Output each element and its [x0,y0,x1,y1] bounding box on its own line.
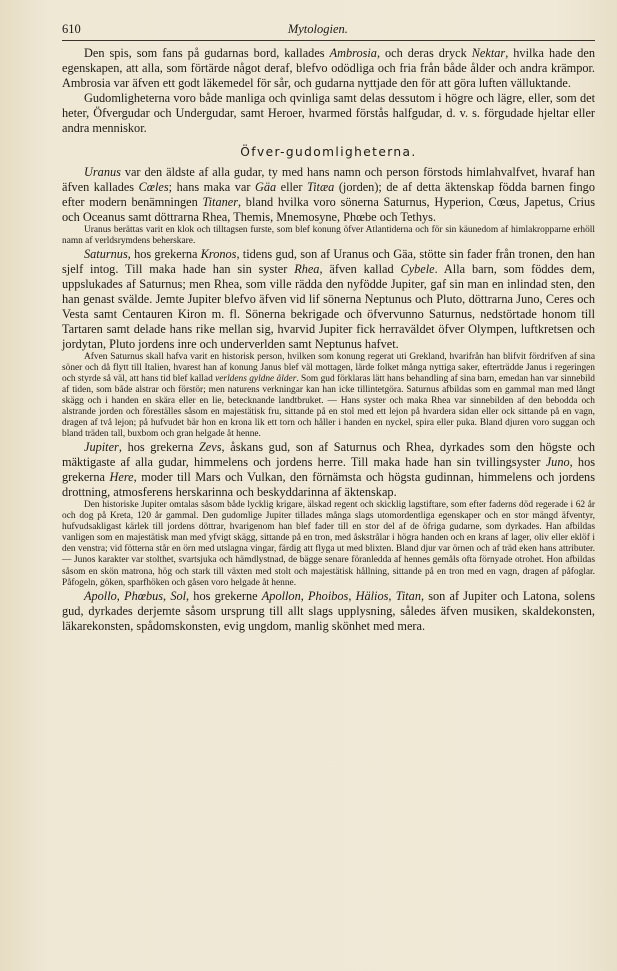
italic-term: Uranus [84,165,121,180]
italic-term: Gäa [254,180,277,195]
italic-term: Phoibos [308,588,349,603]
italic-term: Saturnus [84,247,128,262]
italic-term: Apollo [84,588,117,603]
note-paragraph: Den historiske Jupiter omtalas såsom både lycklig krigare, älskad regent och skicklig lagstiftare, som efter faderns död regerade i 62 år och dog på Kreta, 120 år gammal. Den gudomlige Jupiter tillades många slags utomordentliga egenskaper och en stor mängd äfventyr, hufvudsakligast kärlek till jordens döttrar, hvarigenom han blef fader till en stor del af de öfriga gudarne, som dyrkades. Han afbildas vanligen som en majestätisk man med yfvigt skägg, sittande på en tron, med åskstrålar i högra handen och en krans af lager, oliv eller eklöf i den venstra; vid fötterna står en örn med utslagna vingar, färdig att flyga ut med blixten. Bland djur var örnen och af träd eken hans attributer. — Junos karakter var stolthet, svartsjuka och hämdlystnad, de bägge senare föranledda af hennes gemåls ofta förnyade otrohet. Hon afbildas såsom en skön matrona, hög och stark till växten med stolt och majestätisk hållning, sittande på en tron med en vagn, dragen af påfoglar. Påfogeln, göken, sparfhöken och gåsen voro helgade åt henne. [62,499,595,588]
italic-term: Zevs [198,440,222,455]
body-paragraph: Apollo, Phœbus, Sol, hos grekerne Apollon, Phoibos, Hälios, Titan, son af Jupiter och Latona, solens gud, dyrkades derjemte såsom ursprung till allt slags upplysning, således äfven musiken, skaldekonsten, läkarekonsten, spådomskonsten, evig ungdom, manlig skönhet med mera. [62,588,596,633]
italic-term: Sol [170,588,187,603]
italic-term: Hälios [355,588,389,603]
italic-term: Titæa [306,180,335,195]
italic-term: Titaner [202,195,239,210]
italic-term: Jupiter [84,440,119,455]
italic-term: Titan [395,588,421,603]
italic-term: Apollon [261,588,301,603]
italic-term: Nektar [471,46,506,60]
running-title: Mytologien. [287,22,348,36]
body-paragraph: Jupiter, hos grekerna Zevs, åskans gud, son af Saturnus och Rhea, dyrkades som den högste och mäktigaste af alla gudar, himmelens och jordens herre. Till maka hade han sin tvillingsyster Juno, hos grekerna Here, moder till Mars och Vulkan, den förnämsta och högsta gudinnan, himmelens och jordens drottning, atmosferens herskarinna och beskyddarinna af äktenskap. [62,440,595,500]
section-heading: Öfver-gudomligheterna. [240,145,417,160]
italic-term: Here [109,470,134,485]
intro-paragraph-1: Den spis, som fans på gudarnas bord, kallades Ambrosia, och deras dryck Nektar, hvilka hade den egenskapen, att alla, som förtärde något deraf, blefvo odödliga och fria från både ålder och andra krämpor. Ambrosia var äfven ett godt läkemedel för sår, och gudarna nyttjade den för att göra luften välluktande. [62,46,595,90]
intro-paragraph-2: Gudomligheterna voro både manliga och qvinliga samt delas dessutom i högre och lägre, eller, som det heter, Öfvergudar och Undergudar, samt Heroer, hvarmed förstås halfgudar, d. v. s. förgudade hjeltar eller andra menniskor. [62,90,595,135]
italic-term: Ambrosia [329,46,377,60]
page-number: 610 [62,22,81,36]
italic-term: Phœbus [124,588,164,603]
italic-term: Cybele [400,262,435,277]
italic-term: verldens gyldne ålder [215,373,297,384]
body-paragraph: Saturnus, hos grekerna Kronos, tidens gud, son af Uranus och Gäa, stötte sin fader från tronen, den han sjelf intog. Till maka hade han sin syster Rhea, äfven kallad Cybele. Alla barn, som föddes dem, uppslukades af Saturnus; men Rhea, som ville rädda den nyfödde Jupiter, gaf sin man en inlindad sten, den han genast svälde. Jemte Jupiter blefvo äfven vid lif sönerna Neptunus och Pluto, döttrarna Juno, Ceres och Vesta samt Centauren Kiron m. fl. Sönerna bekrigade och öfvervunno Saturnus, nedstörtade honom till Tartaren samt delade hans rike mellan sig, hvarvid Jupiter fick herraväldet öfver Olympen, luftkretsen och jordytan, Pluto jordens inre och underverlden samt Neptunus hafvet. [62,247,595,351]
note-paragraph: Afven Saturnus skall hafva varit en historisk person, hvilken som konung regerat uti Grekland, hvarifrån han blifvit fördrifven af sina söner och då flytt till Italien, hvarest han af konung Janus blef väl mottagen, lärde folket många nyttiga saker, efterträdde Janus i regeringen och styrde så väl, att hans tid blef kallad verldens gyldne ålder. Som gud förklaras lätt hans behandling af sina barn, emedan han var sinnebild af tiden, som både alstrar och förstör; men naturens verkningar kan han icke tillintetgöra. Saturnus afbildas som en gammal man med långt skägg och i handen en skära eller en lie, betecknande landtbruket. — Hans syster och maka Rhea var sinnebilden af den bebodda och alstrande jorden och föreställes såsom en majestätisk fru, sittande på en stol med ett lejon på hvardera sidan eller ock sittande på en vagn, dragen af två lejon; på hufvudet bär hon en krona lik ett torn och håller i handen en nyckel, spira eller puka. Bland djuren voro suggan och bland träden tall, buxbom och gran helgade åt henne. [62,351,595,440]
italic-term: Rhea [294,262,320,277]
italic-term: Kronos [200,247,237,262]
italic-term: Juno [545,455,570,470]
note-paragraph: Uranus berättas varit en klok och tilltagsen furste, som blef konung öfver Atlantiderna och för sin käunedom af himlakropparne erhöll namn af verldsrymdens beherskare. [62,225,595,247]
body-paragraph: Uranus var den äldste af alla gudar, ty med hans namn och person förstods himlahvalfvet, hvaraf han äfven kallades Cœles; hans maka var Gäa eller Titæa (jorden); de af detta äktenskap födda barnen fingo efter modern benämningen Titaner, bland hvilka voro sönerna Saturnus, Hyperion, Cœus, Japetus, Crius och Oceanus samt döttrarna Rhea, Themis, Mnemosyne, Phœbe och Tethys. [62,165,595,225]
italic-term: Cœles [138,180,169,195]
running-head [62,22,595,41]
section-body [62,165,595,633]
